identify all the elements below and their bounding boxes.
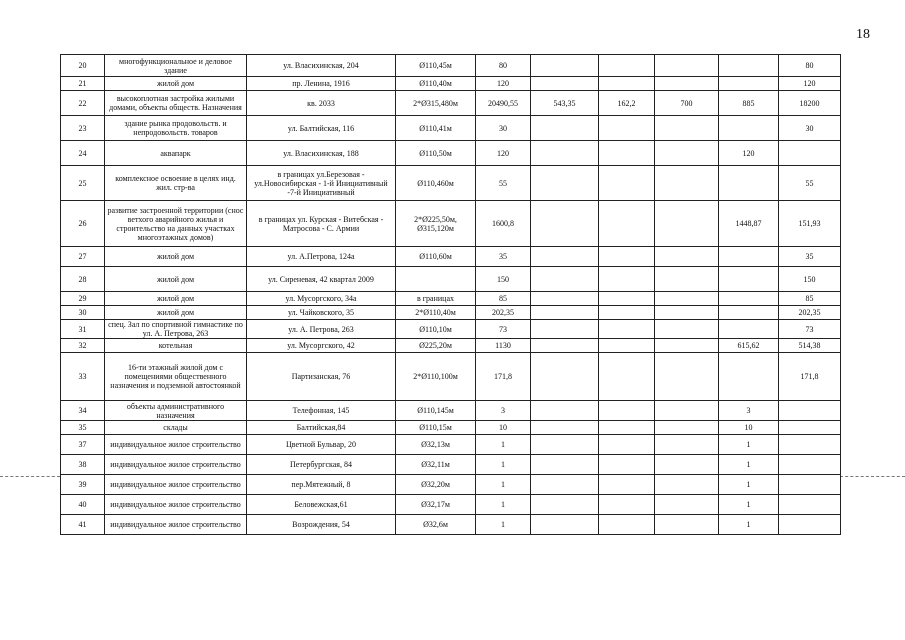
- pipe-diameter: Ø110,50м: [396, 141, 476, 166]
- load-col-3: 162,2: [599, 91, 655, 116]
- load-col-4: [655, 353, 719, 401]
- load-col-2: [531, 141, 599, 166]
- load-col-5: 885: [719, 91, 779, 116]
- row-number: 23: [61, 116, 105, 141]
- pipe-diameter: Ø32,17м: [396, 495, 476, 515]
- load-col-3: [599, 116, 655, 141]
- pipe-diameter: Ø225,20м: [396, 339, 476, 353]
- table-row: [61, 201, 841, 247]
- table-row: [61, 91, 841, 116]
- load-col-3: [599, 455, 655, 475]
- load-col-6: 30: [779, 116, 841, 141]
- object-name: многофункциональное и деловое здание: [105, 55, 247, 77]
- load-col-6: 151,93: [779, 201, 841, 247]
- load-total: 150: [476, 267, 531, 292]
- load-col-5: 1: [719, 495, 779, 515]
- row-number: 20: [61, 55, 105, 77]
- load-total: 3: [476, 401, 531, 421]
- object-name: здание рынка продовольств. и непродовольств. товаров: [105, 116, 247, 141]
- row-number: 26: [61, 201, 105, 247]
- load-col-5: [719, 55, 779, 77]
- pipe-diameter: Ø110,40м: [396, 77, 476, 91]
- load-col-3: [599, 141, 655, 166]
- load-col-5: [719, 306, 779, 320]
- load-total: 1: [476, 495, 531, 515]
- load-total: 73: [476, 320, 531, 339]
- pipe-diameter: Ø32,20м: [396, 475, 476, 495]
- row-number: 31: [61, 320, 105, 339]
- load-col-4: [655, 201, 719, 247]
- load-col-6: 85: [779, 292, 841, 306]
- row-number: 39: [61, 475, 105, 495]
- load-col-6: 55: [779, 166, 841, 201]
- load-col-3: [599, 495, 655, 515]
- load-col-4: [655, 495, 719, 515]
- table-row: [61, 515, 841, 535]
- table-row: [61, 292, 841, 306]
- row-number: 22: [61, 91, 105, 116]
- load-col-3: [599, 201, 655, 247]
- fold-line-right: [840, 476, 905, 477]
- table-row: [61, 421, 841, 435]
- load-col-6: 202,35: [779, 306, 841, 320]
- row-number: 32: [61, 339, 105, 353]
- load-col-2: 543,35: [531, 91, 599, 116]
- load-col-2: [531, 353, 599, 401]
- load-col-4: [655, 401, 719, 421]
- load-total: 10: [476, 421, 531, 435]
- load-col-2: [531, 201, 599, 247]
- table-row: [61, 141, 841, 166]
- load-total: 30: [476, 116, 531, 141]
- address: Балтийская,84: [247, 421, 396, 435]
- address: ул. А. Петрова, 263: [247, 320, 396, 339]
- load-total: 1: [476, 475, 531, 495]
- address: ул. Власихинская, 204: [247, 55, 396, 77]
- pipe-diameter: 2*Ø110,100м: [396, 353, 476, 401]
- load-col-4: [655, 166, 719, 201]
- pipe-diameter: Ø32,6м: [396, 515, 476, 535]
- load-total: 1600,8: [476, 201, 531, 247]
- load-col-2: [531, 435, 599, 455]
- load-total: 120: [476, 141, 531, 166]
- load-col-6: [779, 515, 841, 535]
- load-col-2: [531, 515, 599, 535]
- load-col-5: 3: [719, 401, 779, 421]
- row-number: 37: [61, 435, 105, 455]
- page-number: 18: [856, 27, 870, 42]
- load-col-4: [655, 292, 719, 306]
- load-col-2: [531, 55, 599, 77]
- load-col-4: [655, 267, 719, 292]
- load-col-4: [655, 455, 719, 475]
- object-name: жилой дом: [105, 292, 247, 306]
- load-col-4: [655, 116, 719, 141]
- load-col-3: [599, 267, 655, 292]
- load-col-4: [655, 320, 719, 339]
- object-name: высокоплотная застройка жилыми домами, объекты обществ. Назначения: [105, 91, 247, 116]
- load-col-6: [779, 475, 841, 495]
- table-row: [61, 320, 841, 339]
- load-total: 85: [476, 292, 531, 306]
- address: кв. 2033: [247, 91, 396, 116]
- load-col-6: 18200: [779, 91, 841, 116]
- address: ул. Чайковского, 35: [247, 306, 396, 320]
- table-row: [61, 247, 841, 267]
- load-total: 120: [476, 77, 531, 91]
- load-col-2: [531, 339, 599, 353]
- table-row: [61, 116, 841, 141]
- object-name: индивидуальное жилое строительство: [105, 515, 247, 535]
- object-name: индивидуальное жилое строительство: [105, 475, 247, 495]
- address: Цветной Бульвар, 20: [247, 435, 396, 455]
- pipe-diameter: 2*Ø110,40м: [396, 306, 476, 320]
- load-col-3: [599, 435, 655, 455]
- address: Телефонная, 145: [247, 401, 396, 421]
- load-total: 1: [476, 455, 531, 475]
- table-row: [61, 306, 841, 320]
- load-col-3: [599, 77, 655, 91]
- object-name: спец. Зал по спортивной гимнастике по ул. А. Петрова, 263: [105, 320, 247, 339]
- pipe-diameter: 2*Ø225,50м, Ø315,120м: [396, 201, 476, 247]
- load-col-3: [599, 421, 655, 435]
- load-col-2: [531, 116, 599, 141]
- load-col-5: [719, 320, 779, 339]
- load-col-4: [655, 421, 719, 435]
- load-col-3: [599, 320, 655, 339]
- object-name: индивидуальное жилое строительство: [105, 495, 247, 515]
- pipe-diameter: Ø110,460м: [396, 166, 476, 201]
- pipe-diameter: Ø110,60м: [396, 247, 476, 267]
- pipe-diameter: 2*Ø315,480м: [396, 91, 476, 116]
- address: в границах ул. Курская - Витебская - Матросова - С. Армии: [247, 201, 396, 247]
- load-col-4: [655, 247, 719, 267]
- row-number: 21: [61, 77, 105, 91]
- load-total: 20490,55: [476, 91, 531, 116]
- pipe-diameter: Ø110,41м: [396, 116, 476, 141]
- object-name: склады: [105, 421, 247, 435]
- load-total: 1: [476, 435, 531, 455]
- table-row: [61, 435, 841, 455]
- load-col-6: [779, 401, 841, 421]
- load-col-3: [599, 339, 655, 353]
- object-name: индивидуальное жилое строительство: [105, 455, 247, 475]
- load-col-6: 150: [779, 267, 841, 292]
- row-number: 25: [61, 166, 105, 201]
- load-col-2: [531, 320, 599, 339]
- load-col-3: [599, 166, 655, 201]
- fold-line-left: [0, 476, 60, 477]
- load-total: 80: [476, 55, 531, 77]
- pipe-diameter: Ø110,45м: [396, 55, 476, 77]
- table-row: [61, 401, 841, 421]
- load-col-2: [531, 267, 599, 292]
- load-col-4: [655, 435, 719, 455]
- load-col-4: [655, 77, 719, 91]
- table-row: [61, 339, 841, 353]
- load-col-6: [779, 141, 841, 166]
- load-col-5: [719, 116, 779, 141]
- load-col-2: [531, 77, 599, 91]
- load-total: 202,35: [476, 306, 531, 320]
- address: ул. Балтийская, 116: [247, 116, 396, 141]
- row-number: 27: [61, 247, 105, 267]
- row-number: 33: [61, 353, 105, 401]
- pipe-diameter: [396, 267, 476, 292]
- load-col-2: [531, 306, 599, 320]
- load-col-4: [655, 141, 719, 166]
- load-col-6: [779, 495, 841, 515]
- address: Возрождения, 54: [247, 515, 396, 535]
- table-row: [61, 353, 841, 401]
- load-col-2: [531, 455, 599, 475]
- load-col-3: [599, 292, 655, 306]
- load-col-2: [531, 495, 599, 515]
- load-col-6: 171,8: [779, 353, 841, 401]
- load-col-3: [599, 401, 655, 421]
- load-col-2: [531, 247, 599, 267]
- row-number: 24: [61, 141, 105, 166]
- load-col-6: [779, 455, 841, 475]
- table-row: [61, 455, 841, 475]
- table-row: [61, 77, 841, 91]
- object-name: комплексное освоение в целях инд. жил. стр-ва: [105, 166, 247, 201]
- object-name: развитие застроенной территории (снос ветхого аварийного жилья и строительство на данных участках многоэтажных домов): [105, 201, 247, 247]
- address: ул. Власихинская, 188: [247, 141, 396, 166]
- table-row: [61, 495, 841, 515]
- row-number: 28: [61, 267, 105, 292]
- load-col-5: 1: [719, 475, 779, 495]
- load-col-6: 120: [779, 77, 841, 91]
- load-col-2: [531, 166, 599, 201]
- object-name: котельная: [105, 339, 247, 353]
- object-name: жилой дом: [105, 77, 247, 91]
- load-total: 35: [476, 247, 531, 267]
- pipe-diameter: Ø110,145м: [396, 401, 476, 421]
- table-row: [61, 166, 841, 201]
- load-col-5: 1: [719, 515, 779, 535]
- load-col-5: 10: [719, 421, 779, 435]
- address: пр. Ленина, 1916: [247, 77, 396, 91]
- row-number: 29: [61, 292, 105, 306]
- address: Петербургская, 84: [247, 455, 396, 475]
- table-row: [61, 55, 841, 77]
- load-col-5: [719, 292, 779, 306]
- load-col-6: [779, 421, 841, 435]
- object-name: объекты административного назначения: [105, 401, 247, 421]
- load-col-5: 615,62: [719, 339, 779, 353]
- row-number: 30: [61, 306, 105, 320]
- address: ул. Мусоргского, 34а: [247, 292, 396, 306]
- load-col-3: [599, 55, 655, 77]
- load-total: 1130: [476, 339, 531, 353]
- load-col-6: 80: [779, 55, 841, 77]
- load-col-5: 1: [719, 455, 779, 475]
- address: в границах ул.Березовая - ул.Новосибирская - 1-й Инициативный -7-й Инициативный: [247, 166, 396, 201]
- object-name: индивидуальное жилое строительство: [105, 435, 247, 455]
- row-number: 35: [61, 421, 105, 435]
- load-col-6: [779, 435, 841, 455]
- load-col-4: [655, 515, 719, 535]
- load-col-5: 1: [719, 435, 779, 455]
- load-total: 55: [476, 166, 531, 201]
- load-col-2: [531, 421, 599, 435]
- row-number: 34: [61, 401, 105, 421]
- load-col-4: [655, 339, 719, 353]
- row-number: 40: [61, 495, 105, 515]
- load-col-4: 700: [655, 91, 719, 116]
- pipe-diameter: Ø110,10м: [396, 320, 476, 339]
- load-col-5: [719, 247, 779, 267]
- load-col-3: [599, 515, 655, 535]
- load-col-3: [599, 247, 655, 267]
- address: Беловежская,61: [247, 495, 396, 515]
- load-col-2: [531, 401, 599, 421]
- load-col-5: 1448,87: [719, 201, 779, 247]
- load-col-2: [531, 475, 599, 495]
- load-col-5: [719, 77, 779, 91]
- load-col-4: [655, 475, 719, 495]
- pipe-diameter: Ø110,15м: [396, 421, 476, 435]
- load-col-4: [655, 306, 719, 320]
- load-col-5: 120: [719, 141, 779, 166]
- load-col-3: [599, 306, 655, 320]
- table-row: [61, 475, 841, 495]
- load-col-5: [719, 353, 779, 401]
- load-total: 1: [476, 515, 531, 535]
- address: ул. Сиреневая, 42 квартал 2009: [247, 267, 396, 292]
- address: пер.Мятежный, 8: [247, 475, 396, 495]
- pipe-diameter: Ø32,13м: [396, 435, 476, 455]
- pipe-diameter: в границах: [396, 292, 476, 306]
- table-row: [61, 267, 841, 292]
- load-col-3: [599, 353, 655, 401]
- object-name: аквапарк: [105, 141, 247, 166]
- pipe-diameter: Ø32,11м: [396, 455, 476, 475]
- object-name: жилой дом: [105, 247, 247, 267]
- object-name: 16-ти этажный жилой дом с помещениями общественного назначения и подземной автостоянкой: [105, 353, 247, 401]
- address: ул. А.Петрова, 124а: [247, 247, 396, 267]
- objects-table: [60, 54, 841, 535]
- load-col-6: 514,38: [779, 339, 841, 353]
- load-col-6: 73: [779, 320, 841, 339]
- address: Партизанская, 76: [247, 353, 396, 401]
- object-name: жилой дом: [105, 306, 247, 320]
- table-body: [61, 55, 841, 535]
- row-number: 38: [61, 455, 105, 475]
- address: ул. Мусоргского, 42: [247, 339, 396, 353]
- load-col-4: [655, 55, 719, 77]
- load-col-2: [531, 292, 599, 306]
- load-total: 171,8: [476, 353, 531, 401]
- load-col-5: [719, 166, 779, 201]
- row-number: 41: [61, 515, 105, 535]
- load-col-3: [599, 475, 655, 495]
- load-col-6: 35: [779, 247, 841, 267]
- object-name: жилой дом: [105, 267, 247, 292]
- load-col-5: [719, 267, 779, 292]
